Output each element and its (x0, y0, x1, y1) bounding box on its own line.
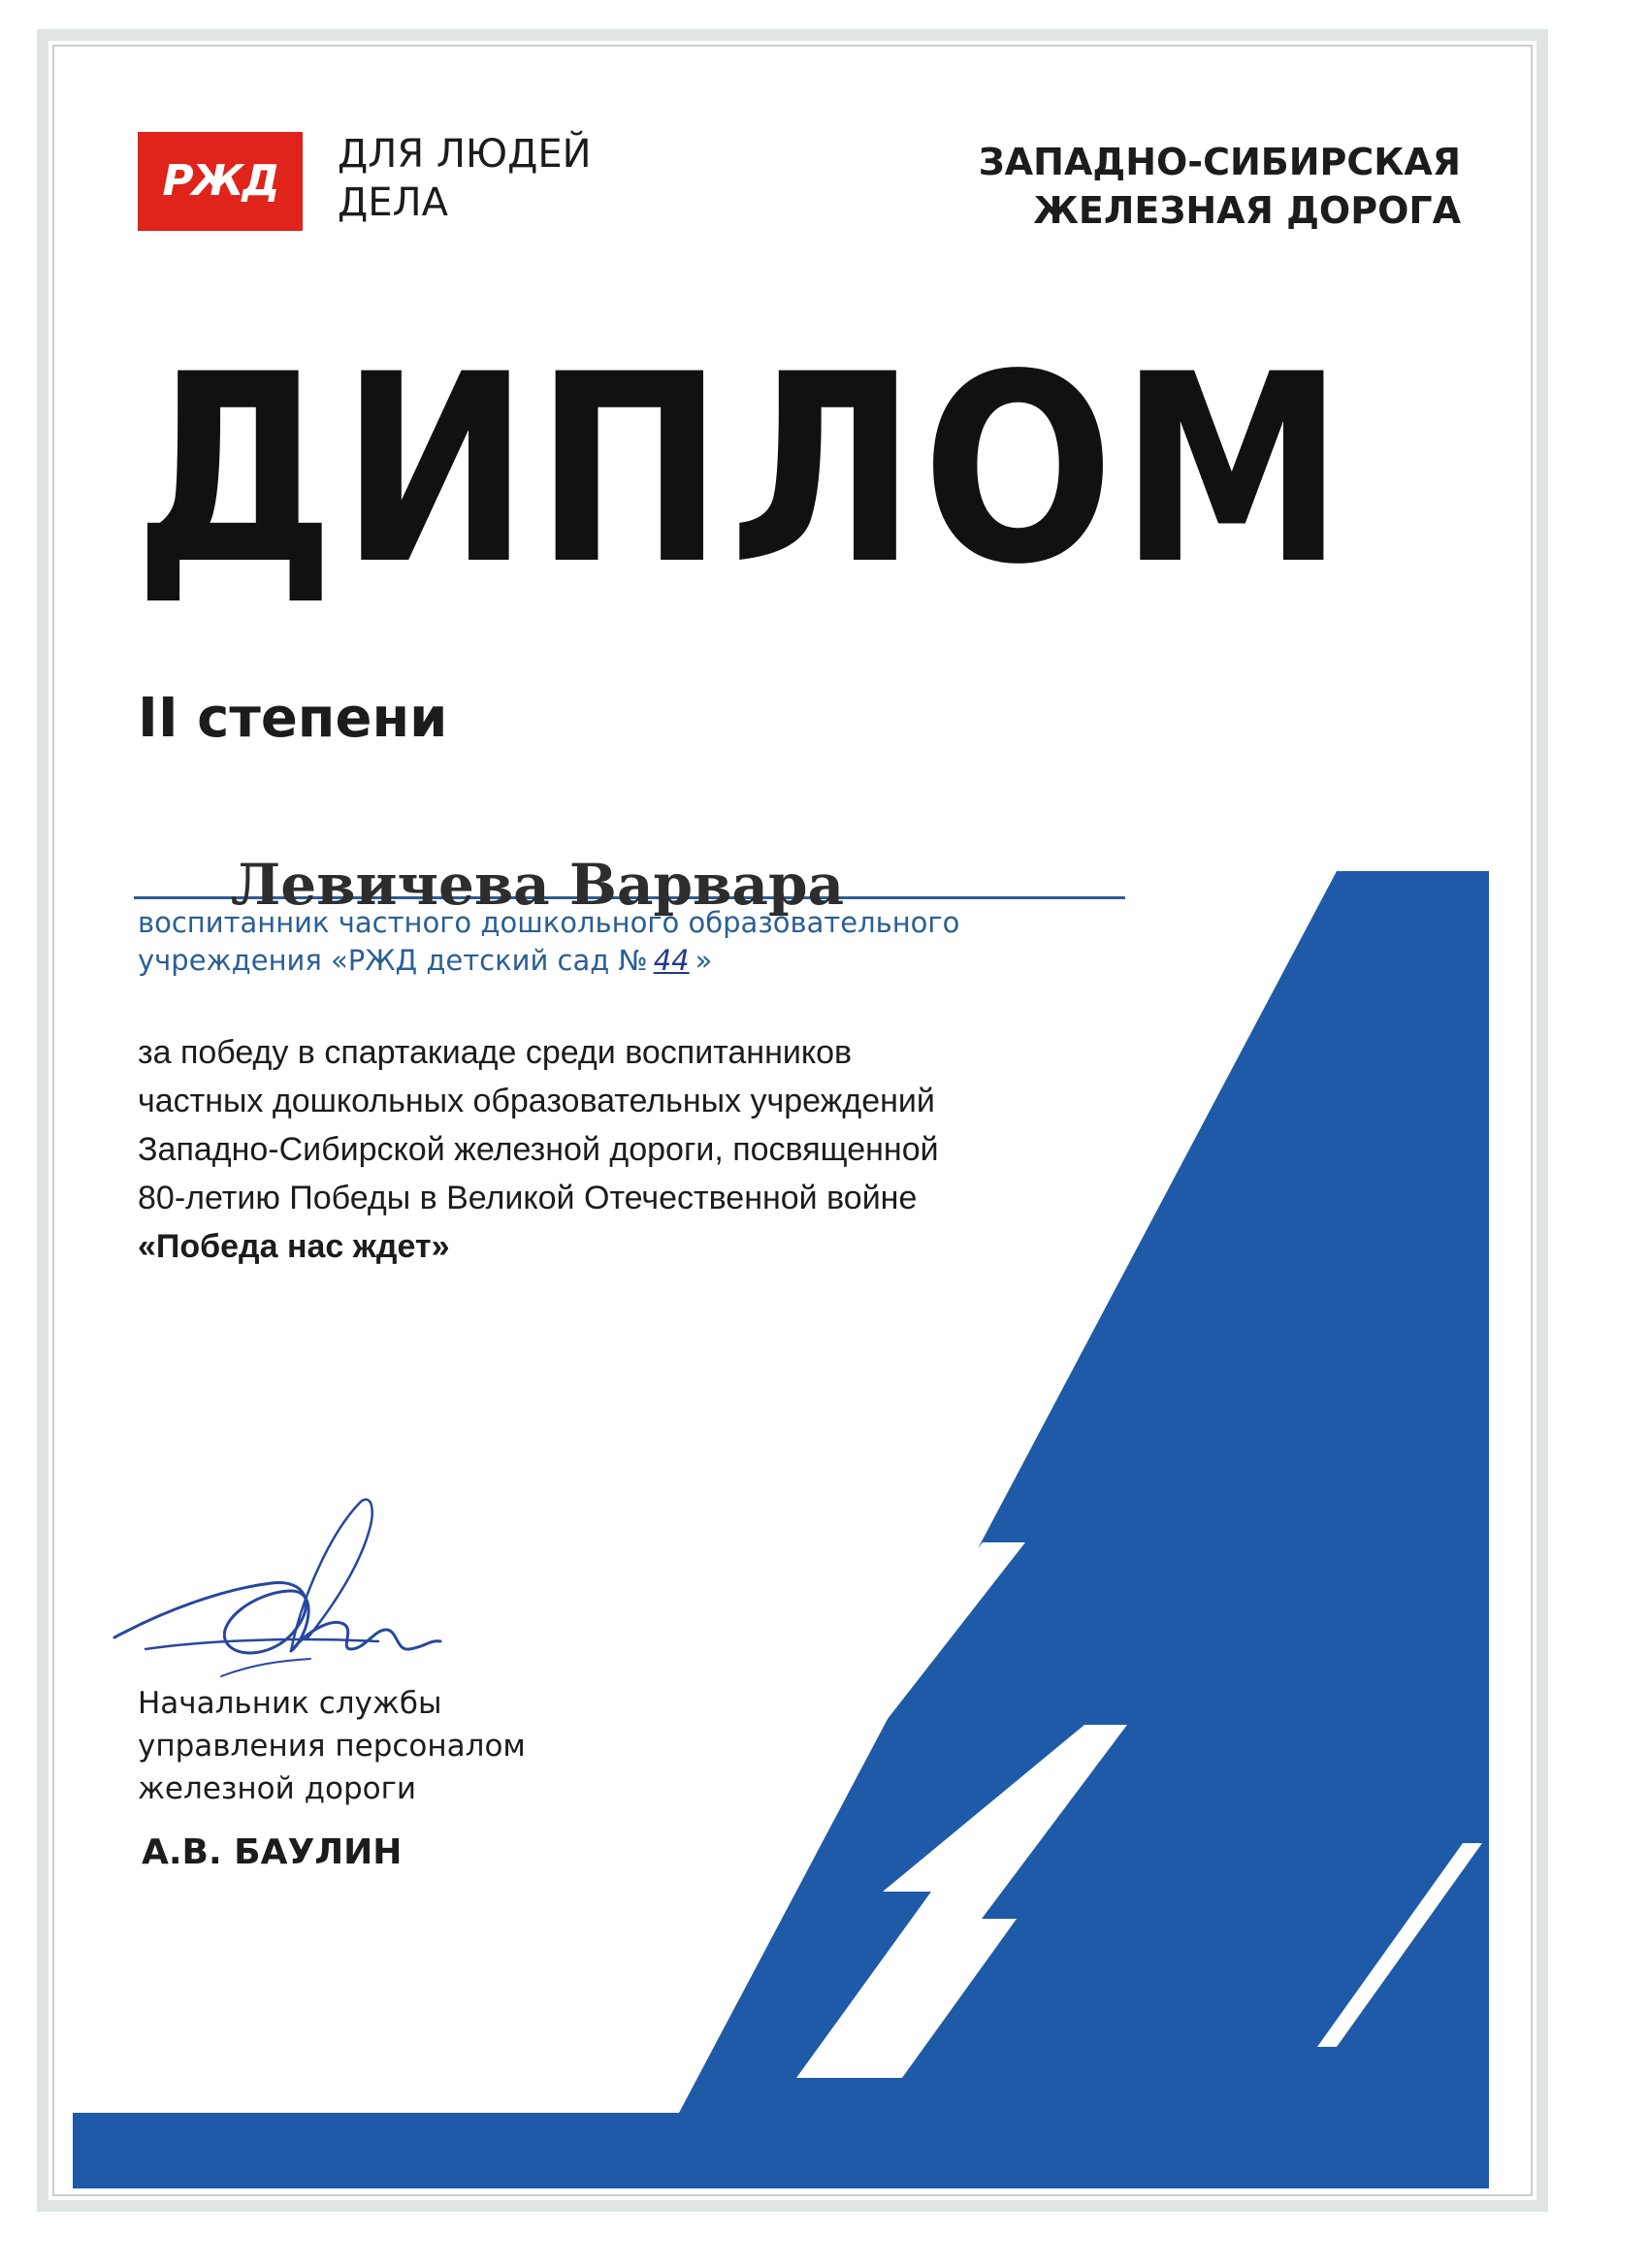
railway-name (979, 138, 1461, 235)
institution-line-1: воспитанник частного дошкольного образовательного (138, 906, 960, 939)
reason-line: Западно-Сибирской железной дороги, посвященной (138, 1131, 939, 1168)
slogan-line-1: ДЛЯ ЛЮДЕЙ (338, 132, 592, 177)
railway-line-1: ЗАПАДНО-СИБИРСКАЯ (978, 141, 1461, 183)
recipient-name: Левичева Варвара (231, 852, 845, 918)
reason-line: за победу в спартакиаде среди воспитанников (138, 1034, 853, 1071)
diploma-title: ДИПЛОМ (134, 319, 1350, 622)
signatory-title-line: железной дороги (138, 1771, 417, 1806)
signatory-name: А.В. БАУЛИН (142, 1832, 403, 1872)
diploma-degree: II степени (138, 687, 448, 750)
institution-number: 44 (653, 944, 690, 977)
slogan (338, 130, 592, 227)
award-reason (138, 1028, 1108, 1271)
reason-line: частных дошкольных образовательных учреждений (138, 1083, 935, 1119)
reason-line: 80-летию Победы в Великой Отечественной войне (138, 1180, 918, 1216)
institution-prefix: учреждения «РЖД детский сад № (138, 944, 648, 977)
recipient-institution (138, 904, 959, 980)
logo-mark: РЖД (162, 156, 278, 206)
slogan-line-2: ДЕЛА (338, 180, 448, 225)
rzd-logo (138, 132, 303, 231)
signatory-title-line: управления персоналом (138, 1729, 526, 1764)
institution-line-2 (138, 942, 959, 980)
event-name: «Победа нас ждет» (138, 1228, 450, 1265)
railway-line-2: ЖЕЛЕЗНАЯ ДОРОГА (1033, 189, 1461, 232)
institution-suffix: » (695, 944, 713, 977)
signatory-title-line: Начальник службы (138, 1686, 442, 1721)
signatory-title (138, 1682, 526, 1810)
